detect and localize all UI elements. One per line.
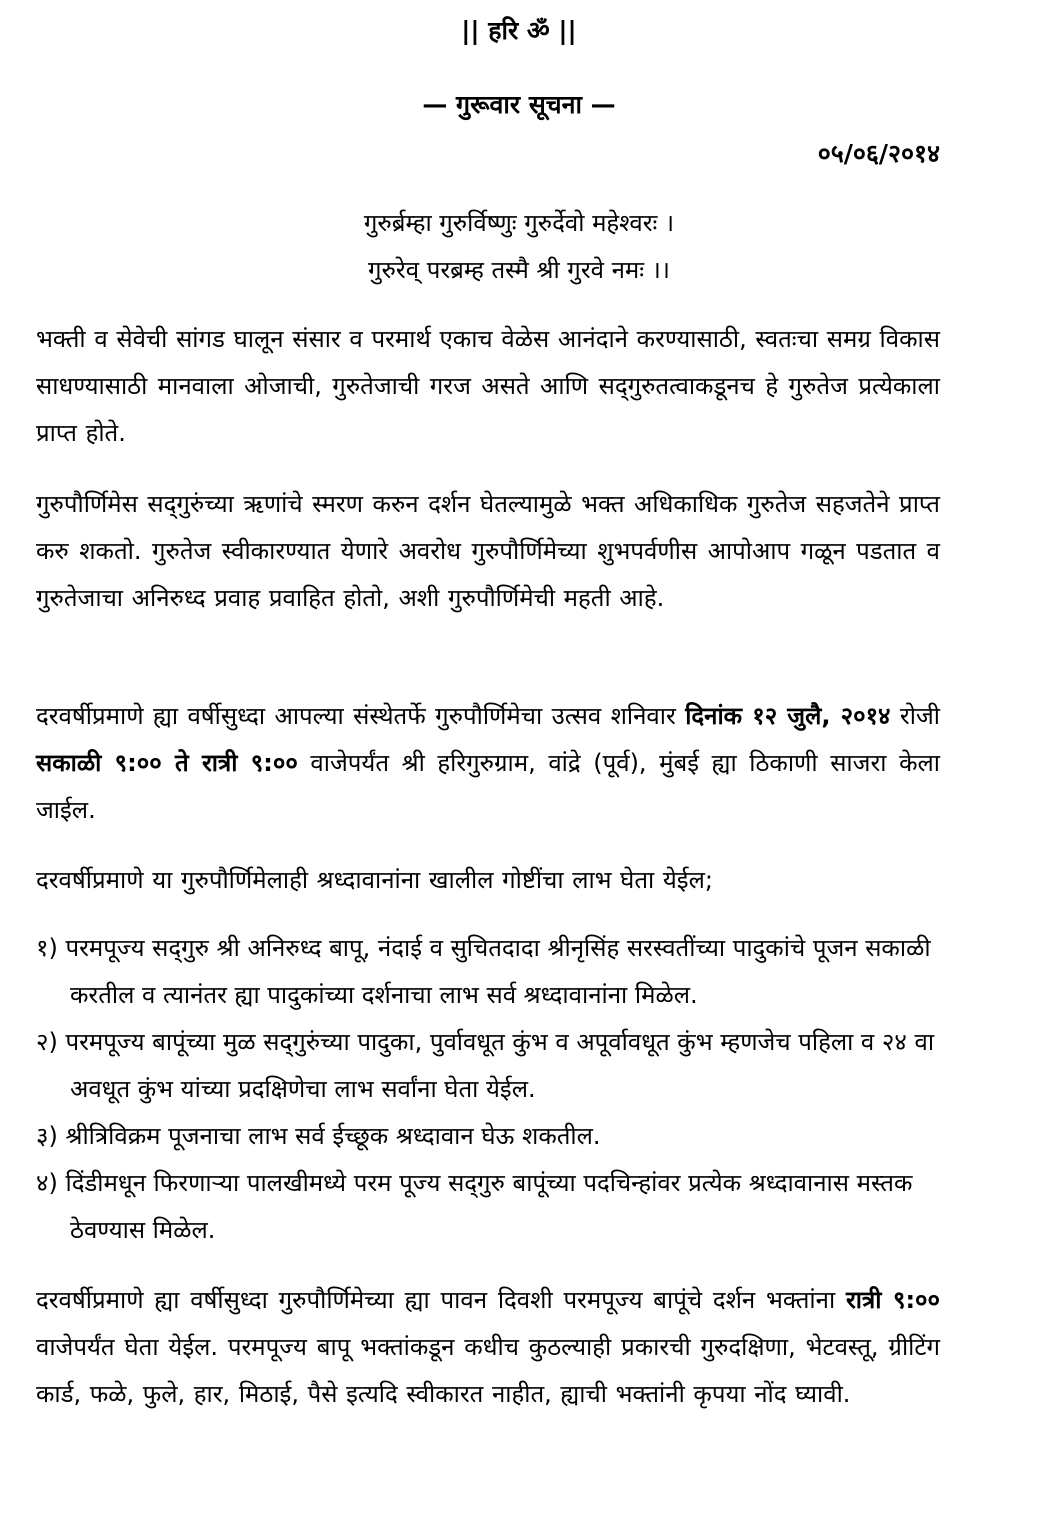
guru-shloka <box>0 200 1038 294</box>
shloka-line-2: गुरुरेव् परब्रम्ह तस्मै श्री गुरवे नमः ।। <box>368 256 670 284</box>
event-text-1: दरवर्षीप्रमाणे ह्या वर्षीसुध्दा आपल्या संस्थेतर्फे गुरुपौर्णिमेचा उत्सव शनिवार <box>36 702 686 730</box>
paragraph-event-details <box>36 693 940 834</box>
darshan-timing: रात्री ९:०० <box>845 1286 941 1314</box>
list-item: १) परमपूज्य सद्‌गुरु श्री अनिरुध्द बापू, नंदाई व सुचितदादा श्रीनृसिंह सरस्वतींच्या पादुकांचे पूजन सकाळी करतील व त्यानंतर ह्या पादुकांच्या दर्शनाचा लाभ सर्व श्रध्दावानांना मिळेल. <box>36 934 931 1009</box>
paragraph-intro: भक्ती व सेवेची सांगड घालून संसार व परमार्थ एकाच वेळेस आनंदाने करण्यासाठी, स्वतःचा समग्र विकास साधण्यासाठी मानवाला ओजाची, गुरुतेजाची गरज असते आणि सद्‌गुरुतत्वाकडूनच हे गुरुतेज प्रत्येकाला प्राप्त होते. <box>36 325 940 447</box>
notice-title: — गुरूवार सूचना — <box>422 90 616 119</box>
paragraph-significance: गुरुपौर्णिमेस सद्‌गुरुंच्या ऋणांचे स्मरण करुन दर्शन घेतल्यामुळे भक्त अधिकाधिक गुरुतेज सहजतेने प्राप्त करु शकतो. गुरुतेज स्वीकारण्यात येणारे अवरोध गुरुपौर्णिमेच्या शुभपर्वणीस आपोआप गळून पडतात व गुरुतेजाचा अनिरुध्द प्रवाह प्रवाहित होतो, अशी गुरुपौर्णिमेची महती आहे. <box>36 490 940 612</box>
event-date: दिनांक १२ जुलै, २०१४ <box>685 702 891 730</box>
paragraph-darshan-note <box>36 1277 940 1418</box>
list-item: ४) दिंडीमधून फिरणाऱ्या पालखीमध्ये परम पूज्य सद्‌गुरु बापूंच्या पदचिन्हांवर प्रत्येक श्रध्दावानास मस्तक ठेवण्यास मिळेल. <box>36 1169 913 1244</box>
notice-date: ०५/०६/२०१४ <box>817 139 940 168</box>
invocation-heading: || हरि ॐ || <box>461 16 577 45</box>
list-item: २) परमपूज्य बापूंच्या मुळ सद्‌गुरुंच्या पादुका, पुर्वावधूत कुंभ व अपूर्वावधूत कुंभ म्हणजेच पहिला व २४ वा अवधूत कुंभ यांच्या प्रदक्षिणेचा लाभ सर्वांना घेता येईल. <box>36 1028 935 1103</box>
paragraph-benefits-intro: दरवर्षीप्रमाणे या गुरुपौर्णिमेलाही श्रध्दावानांना खालील गोष्टींचा लाभ घेता येईल; <box>36 866 713 894</box>
darshan-text-2: वाजेपर्यंत घेता येईल. परमपूज्य बापू भक्तांकडून कधीच कुठल्याही प्रकारची गुरुदक्षिणा, भेटवस्तू, ग्रीटिंग कार्ड, फळे, फुले, हार, मिठाई, पैसे इत्यदि स्वीकारत नाहीत, ह्याची भक्तांनी कृपया नोंद घ्यावी. <box>36 1333 940 1408</box>
event-text-2: रोजी <box>890 702 940 730</box>
shloka-line-1: गुरुर्ब्रम्हा गुरुर्विष्णुः गुरुर्देवो महेश्वरः । <box>363 209 675 237</box>
list-item: ३) श्रीत्रिविक्रम पूजनाचा लाभ सर्व ईच्छूक श्रध्दावान घेऊ शकतील. <box>36 1122 601 1150</box>
darshan-text-1: दरवर्षीप्रमाणे ह्या वर्षीसुध्दा गुरुपौर्णिमेच्या ह्या पावन दिवशी परमपूज्य बापूंचे दर्शन भक्तांना <box>36 1286 846 1314</box>
event-timing: सकाळी ९:०० ते रात्री ९:०० <box>36 749 298 777</box>
event-text-3: वाजेपर्यंत श्री हरिगुरुग्राम, वांद्रे (पूर्व), मुंबई ह्या ठिकाणी साजरा केला जाईल. <box>36 749 940 824</box>
benefits-list <box>36 925 956 1254</box>
